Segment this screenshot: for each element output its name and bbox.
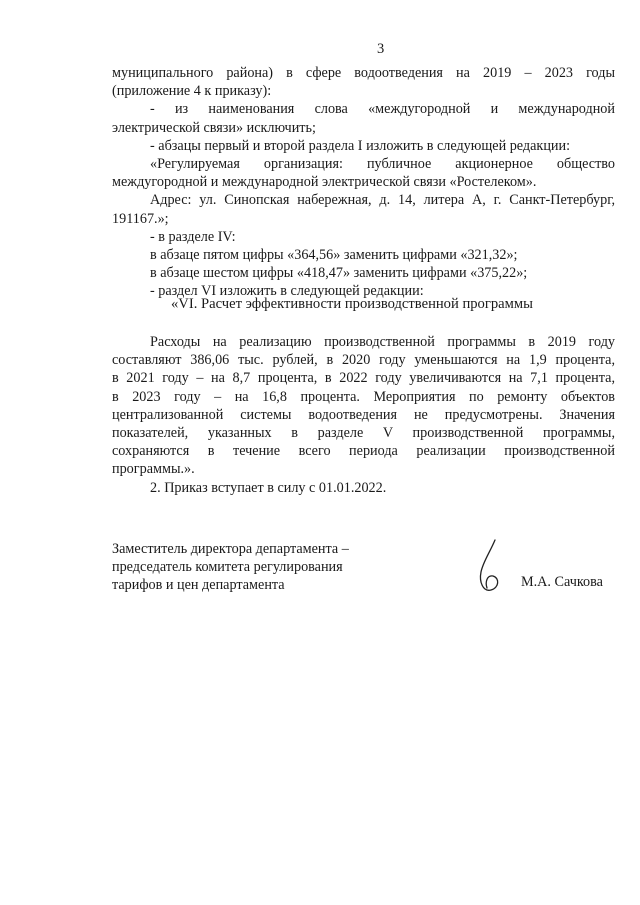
text-line: - в разделе IV: xyxy=(150,228,236,245)
text-line: 191167.»; xyxy=(112,210,169,227)
text-line: - абзацы первый и второй раздела I изложить в следующей редакции: xyxy=(150,137,571,154)
text-line: Адрес: ул. Синопская набережная, д. 14, литера А, г. Санкт-Петербург, xyxy=(150,192,615,209)
signatory-position xyxy=(112,540,349,595)
section-heading: «VI. Расчет эффективности производственной программы xyxy=(171,296,533,312)
body-text xyxy=(112,64,615,301)
clause-2: 2. Приказ вступает в силу с 01.01.2022. xyxy=(150,479,387,496)
text-line: составляют 386,06 тыс. рублей, в 2020 году уменьшаются на 1,9 процента, xyxy=(112,352,615,369)
text-line: централизованной системы водоотведения не предусмотрены. Значения xyxy=(112,406,615,423)
text-line: Расходы на реализацию производственной программы в 2019 году xyxy=(150,334,615,350)
position-line: тарифов и цен департамента xyxy=(112,577,285,594)
text-line: в 2021 году – на 8,7 процента, в 2022 году увеличиваются на 7,1 процента, xyxy=(112,370,615,387)
page-number: 3 xyxy=(377,41,385,57)
signatory-name: М.А. Сачкова xyxy=(521,574,603,590)
text-line: - раздел VI изложить в следующей редакции: xyxy=(150,283,424,300)
position-line: Заместитель директора департамента – xyxy=(112,541,349,557)
text-line: междугородной и международной электрической связи «Ростелеком». xyxy=(112,174,537,191)
text-line: в абзаце шестом цифры «418,47» заменить цифрами «375,22»; xyxy=(150,265,528,282)
text-line: показателей, указанных в разделе V производственной программы, xyxy=(112,425,615,442)
text-line: «Регулируемая организация: публичное акционерное общество xyxy=(150,156,615,173)
text-line: в абзаце пятом цифры «364,56» заменить цифрами «321,32»; xyxy=(150,247,518,264)
paragraph xyxy=(112,333,615,497)
text-line: (приложение 4 к приказу): xyxy=(112,83,272,100)
text-line: муниципального района) в сфере водоотведения на 2019 – 2023 годы xyxy=(112,65,615,81)
text-line: сохраняются в течение всего периода реализации производственной xyxy=(112,443,615,460)
text-line: электрической связи» исключить; xyxy=(112,119,316,136)
text-line: в 2023 году – на 16,8 процента. Мероприятия по ремонту объектов xyxy=(112,388,615,405)
text-line: - из наименования слова «междугородной и международной xyxy=(150,101,615,118)
handwritten-signature xyxy=(475,538,505,598)
text-line: программы.». xyxy=(112,461,195,478)
position-line: председатель комитета регулирования xyxy=(112,559,343,576)
